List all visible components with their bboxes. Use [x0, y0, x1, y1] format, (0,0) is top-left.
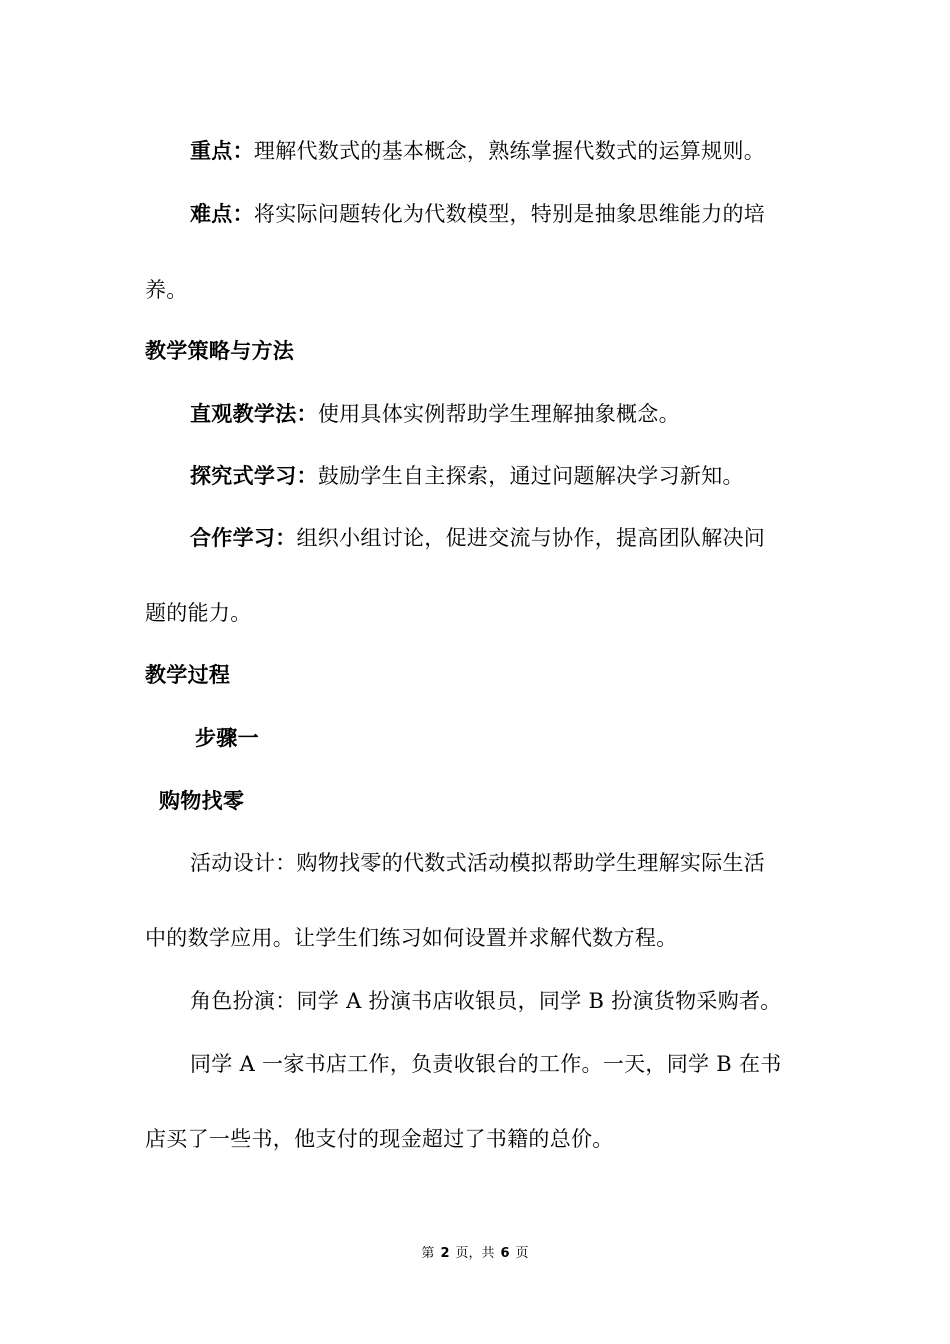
footer-suffix: 页: [515, 1246, 529, 1261]
strategy-item-label: 探究式学习：: [190, 464, 318, 488]
story-continuation: 店买了一些书，他支付的现金超过了书籍的总价。: [145, 1127, 614, 1151]
process-heading: 教学过程: [145, 663, 231, 687]
footer-prefix: 第: [421, 1246, 435, 1261]
page-footer: [0, 1244, 950, 1264]
difficulty-text: 将实际问题转化为代数模型，特别是抽象思维能力的培: [253, 202, 766, 226]
strategy-item-text: 组织小组讨论，促进交流与协作，提高团队解决问: [296, 526, 766, 550]
key-point-label: 重点：: [190, 139, 254, 163]
strategy-heading: 教学策略与方法: [145, 339, 295, 363]
activity-continuation: 中的数学应用。让学生们练习如何设置并求解代数方程。: [145, 926, 678, 950]
footer-middle: 页，共: [455, 1246, 495, 1261]
total-pages-number: 6: [500, 1246, 510, 1261]
current-page-number: 2: [440, 1246, 450, 1261]
difficulty-label: 难点：: [190, 202, 254, 226]
step-label: 步骤一: [195, 726, 259, 750]
role-play-line: 角色扮演：同学 A 扮演书店收银员，同学 B 扮演货物采购者。: [190, 989, 782, 1013]
strategy-item-text: 使用具体实例帮助学生理解抽象概念。: [317, 402, 680, 426]
key-point-text: 理解代数式的基本概念，熟练掌握代数式的运算规则。: [253, 139, 766, 163]
key-point-line: [190, 136, 765, 166]
strategy-item: [190, 523, 765, 553]
activity-line: 活动设计：购物找零的代数式活动模拟帮助学生理解实际生活: [190, 851, 766, 875]
difficulty-continuation: 养。: [145, 278, 188, 302]
strategy-item-label: 合作学习：: [190, 526, 297, 550]
strategy-item-label: 直观教学法：: [190, 402, 318, 426]
strategy-item-text: 鼓励学生自主探索，通过问题解决学习新知。: [317, 464, 744, 488]
strategy-item: [190, 461, 744, 491]
strategy-item-continuation: 题的能力。: [145, 601, 252, 625]
strategy-item: [190, 399, 680, 429]
step-title: 购物找零: [159, 789, 245, 813]
difficulty-line: [190, 199, 765, 229]
story-line: 同学 A 一家书店工作，负责收银台的工作。一天，同学 B 在书: [190, 1052, 782, 1076]
